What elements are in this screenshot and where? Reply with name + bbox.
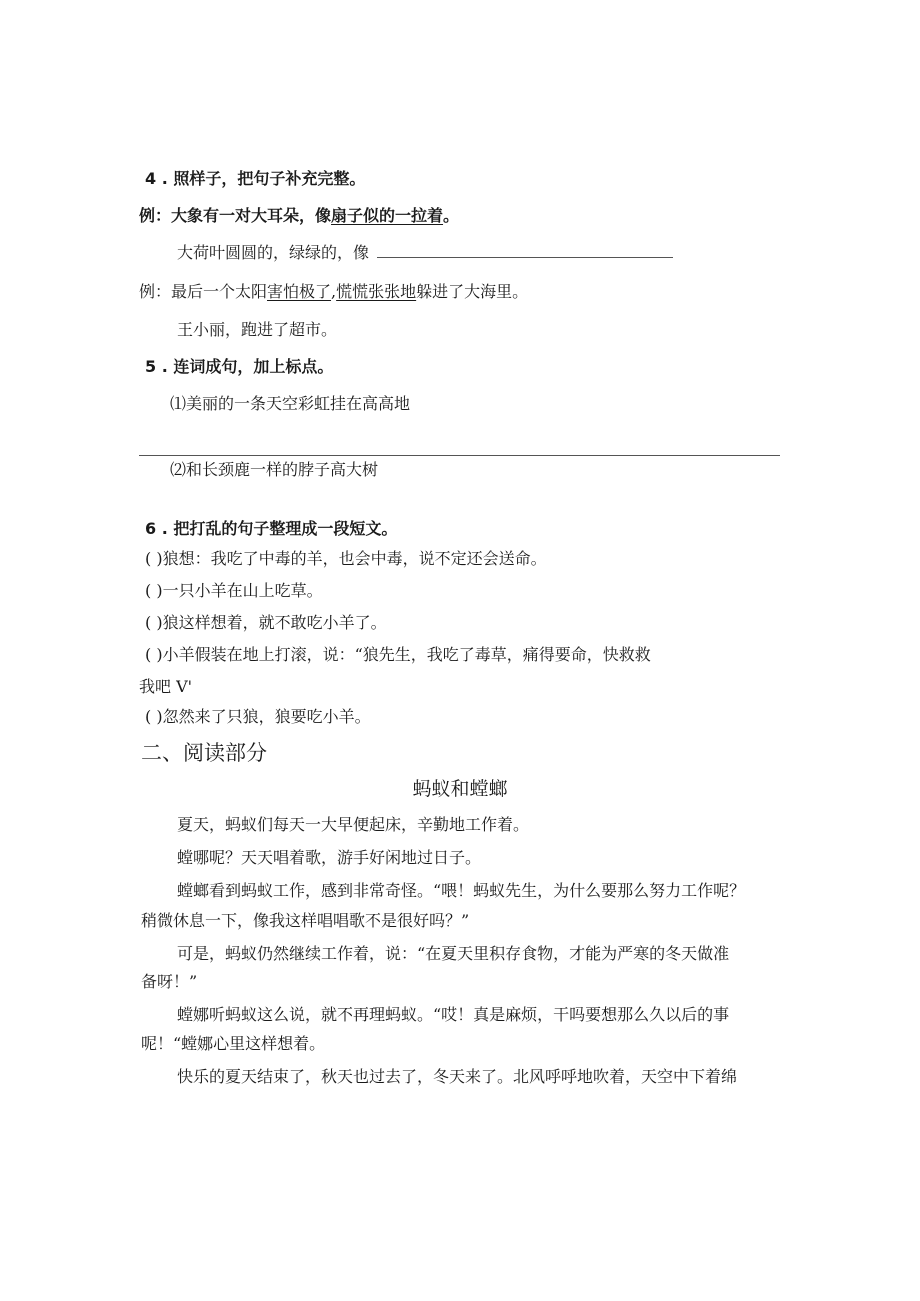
q5-item-2: ⑵和长颈鹿一样的脖子高大树 bbox=[170, 460, 379, 479]
q6-item: ( )一只小羊在山上吃草。 bbox=[145, 581, 323, 600]
q4-exercise-2: 王小丽，跑进了超市。 bbox=[177, 320, 338, 339]
exercise-1-text: 大荷叶圆圆的，绿绿的，像 bbox=[177, 243, 370, 262]
answer-line[interactable] bbox=[139, 455, 780, 456]
example-2-underlined-1: 害怕极了 bbox=[267, 282, 332, 301]
paragraph-line: 螳哪呢？天天唱着歌，游手好闲地过日子。 bbox=[177, 848, 482, 867]
paragraph-line: 螳螂看到蚂蚁工作，感到非常奇怪。“喂！蚂蚁先生，为什么要那么努力工作呢？ bbox=[177, 881, 746, 900]
q6-item: ( )狼这样想着，就不敢吃小羊了。 bbox=[145, 613, 387, 632]
paragraph-line: 螳娜听蚂蚁这么说，就不再理蚂蚁。“哎！真是麻烦，干吗要想那么久以后的事 bbox=[177, 1005, 730, 1024]
q6-item-continuation: 我吧 V' bbox=[139, 677, 193, 696]
q6-heading: 6 . 把打乱的句子整理成一段短文。 bbox=[145, 519, 398, 538]
paragraph-line: 备呀！” bbox=[141, 972, 198, 991]
q4-heading: 4 . 照样子，把句子补充完整。 bbox=[145, 169, 366, 188]
example-1-underlined: 扇子似的一拉着 bbox=[331, 206, 444, 225]
example-2-end: 躲进了大海里。 bbox=[416, 282, 529, 301]
example-2-comma: , bbox=[331, 282, 337, 301]
example-1-end: 。 bbox=[443, 206, 460, 225]
answer-blank[interactable] bbox=[377, 243, 673, 258]
q4-example-2 bbox=[139, 281, 528, 303]
q5-item-1: ⑴美丽的一条天空彩虹挂在高高地 bbox=[170, 394, 411, 413]
q6-item: ( )忽然来了只狼，狼要吃小羊。 bbox=[145, 707, 371, 726]
example-2-underlined-2: 慌慌张张地 bbox=[336, 282, 417, 301]
q5-heading: 5 . 连词成句，加上标点。 bbox=[145, 357, 334, 376]
example-2-lead: 例：最后一个太阳 bbox=[139, 282, 268, 301]
q6-item: ( )狼想：我吃了中毒的羊，也会中毒，说不定还会送命。 bbox=[145, 549, 547, 568]
q4-exercise-1 bbox=[177, 242, 673, 264]
paragraph-line: 呢！“螳娜心里这样想着。 bbox=[141, 1034, 326, 1053]
section-heading: 二、阅读部分 bbox=[141, 741, 267, 765]
q6-item: ( )小羊假装在地上打滚，说：“狼先生，我吃了毒草，痛得要命，快救救 bbox=[145, 645, 651, 664]
q4-example-1 bbox=[139, 205, 459, 227]
paragraph-line: 可是，蚂蚁仍然继续工作着，说：“在夏天里积存食物，才能为严寒的冬天做准 bbox=[177, 944, 730, 963]
paragraph-line: 快乐的夏天结束了，秋天也过去了，冬天来了。北风呼呼地吹着，天空中下着绵 bbox=[177, 1067, 738, 1086]
paragraph-line: 夏天，蚂蚁们每天一大早便起床，辛勤地工作着。 bbox=[177, 815, 530, 834]
story-title: 蚂蚁和螳螂 bbox=[412, 778, 508, 800]
paragraph-line: 稍微休息一下，像我这样唱唱歌不是很好吗？” bbox=[141, 911, 470, 930]
example-1-lead: 例：大象有一对大耳朵，像 bbox=[139, 206, 332, 225]
